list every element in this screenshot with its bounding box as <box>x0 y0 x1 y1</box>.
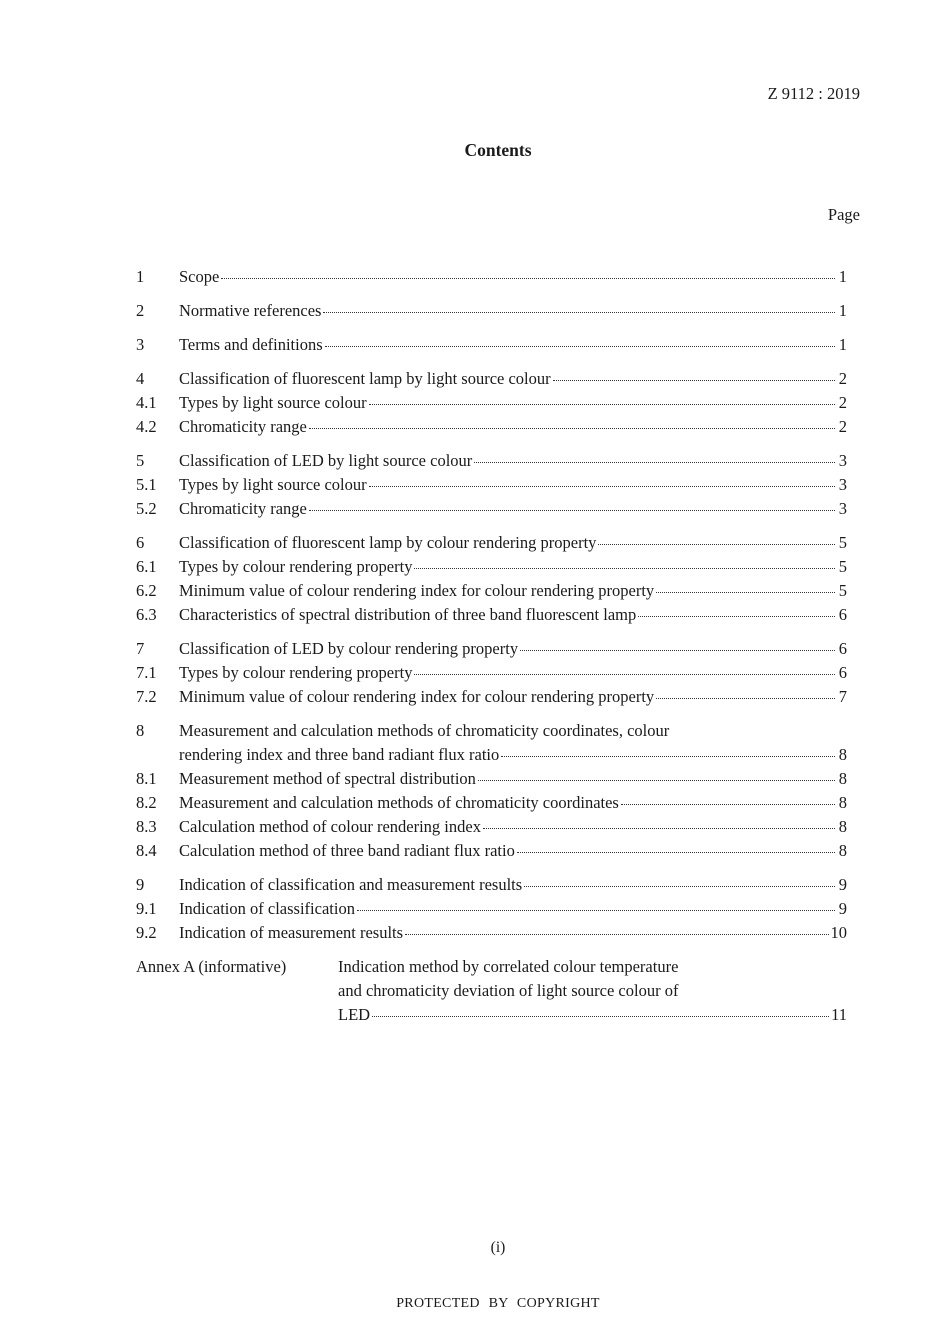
toc-page-number: 5 <box>838 533 847 552</box>
toc-section-number: 2 <box>136 301 145 320</box>
toc-entry-title: Types by light source colour <box>179 475 367 494</box>
toc-entry[interactable] <box>136 719 847 743</box>
toc-page-number: 3 <box>838 499 847 518</box>
toc-entry-title: Calculation method of three band radiant flux ratio <box>179 841 515 860</box>
toc-page-number: 1 <box>838 301 847 320</box>
toc-entry-title: Scope <box>179 267 220 286</box>
toc-page-number: 6 <box>838 605 847 624</box>
toc-entry-title: Calculation method of colour rendering index <box>179 817 481 836</box>
toc-section-number: 4.1 <box>136 393 157 412</box>
toc-entry[interactable] <box>136 333 847 357</box>
toc-section-number: 7.1 <box>136 663 157 682</box>
toc-entry-title: Minimum value of colour rendering index for colour rendering property <box>179 581 655 600</box>
toc-entry-title: Indication of measurement results <box>179 923 404 942</box>
toc-entry-title: Types by colour rendering property <box>179 663 413 682</box>
toc-section-number: 5.1 <box>136 475 157 494</box>
toc-section-number: 5 <box>136 451 145 470</box>
toc-entry[interactable] <box>136 873 847 897</box>
toc-section-number: 8 <box>136 721 145 740</box>
toc-entry-title: Measurement and calculation methods of chromaticity coordinates <box>179 793 619 812</box>
toc-page-number: 5 <box>838 557 847 576</box>
toc-group <box>136 299 847 323</box>
dot-leader <box>414 672 835 675</box>
dot-leader <box>656 696 835 699</box>
toc-entry-title: Types by light source colour <box>179 393 367 412</box>
toc-page-number: 8 <box>838 841 847 860</box>
toc-group <box>136 333 847 357</box>
dot-leader <box>517 850 835 853</box>
toc-entry-title: Indication of classification <box>179 899 355 918</box>
toc-entry-title: Types by colour rendering property <box>179 557 413 576</box>
toc-entry[interactable] <box>136 603 847 627</box>
toc-entry[interactable] <box>136 473 847 497</box>
toc-entry-title: Characteristics of spectral distribution of three band fluorescent lamp <box>179 605 637 624</box>
dot-leader <box>369 484 835 487</box>
toc-section-number: 8.2 <box>136 793 157 812</box>
toc-page-number: 8 <box>838 793 847 812</box>
toc-entry[interactable] <box>136 497 847 521</box>
toc-entry-title: rendering index and three band radiant flux ratio <box>179 745 500 764</box>
dot-leader <box>372 1014 829 1017</box>
toc-entry[interactable] <box>136 897 847 921</box>
toc-section-number: 7.2 <box>136 687 157 706</box>
toc-group <box>136 449 847 521</box>
footer-page-number: (i) <box>490 1239 506 1256</box>
toc-section-number: 9 <box>136 875 145 894</box>
toc-entry-title: Classification of fluorescent lamp by colour rendering property <box>179 533 597 552</box>
dot-leader <box>520 648 835 651</box>
toc-group <box>136 265 847 289</box>
toc-page-number: 6 <box>838 663 847 682</box>
annex-label: Annex A (informative) <box>136 957 287 976</box>
toc-section-number: 6.3 <box>136 605 157 624</box>
toc-entry-title: Terms and definitions <box>179 335 323 354</box>
dot-leader <box>483 826 835 829</box>
document-id: Z 9112 : 2019 <box>767 84 860 103</box>
toc-page-number: 2 <box>838 417 847 436</box>
toc-section-number: 8.1 <box>136 769 157 788</box>
toc-entry-title: Measurement and calculation methods of chromaticity coordinates, colour <box>179 721 670 740</box>
toc-section-number: 6.2 <box>136 581 157 600</box>
toc-entry[interactable] <box>136 791 847 815</box>
toc-page-number: 6 <box>838 639 847 658</box>
toc-section-number: 6.1 <box>136 557 157 576</box>
toc-group <box>136 367 847 439</box>
dot-leader <box>405 932 828 935</box>
toc-entry-title: Measurement method of spectral distribution <box>179 769 476 788</box>
toc-entry[interactable] <box>136 767 847 791</box>
annex-title <box>338 955 847 1027</box>
toc-section-number: 5.2 <box>136 499 157 518</box>
toc-page-number: 1 <box>838 267 847 286</box>
toc-entry-title: Chromaticity range <box>179 417 307 436</box>
toc-page-number: 8 <box>838 817 847 836</box>
toc-entry-title: Classification of LED by light source colour <box>179 451 473 470</box>
toc-entry[interactable] <box>136 367 847 391</box>
toc-section-number: 4.2 <box>136 417 157 436</box>
toc-group <box>136 637 847 709</box>
toc-entry[interactable] <box>136 685 847 709</box>
toc-page-number: 3 <box>838 451 847 470</box>
toc-entry[interactable] <box>136 637 847 661</box>
table-of-contents <box>136 265 847 1027</box>
toc-entry[interactable] <box>136 839 847 863</box>
toc-page-number: 11 <box>831 1005 847 1024</box>
toc-entry[interactable] <box>136 579 847 603</box>
toc-entry[interactable] <box>136 555 847 579</box>
annex-line: and chromaticity deviation of light source colour of <box>338 981 679 1000</box>
dot-leader <box>323 310 835 313</box>
dot-leader <box>478 778 835 781</box>
dot-leader <box>369 402 835 405</box>
toc-entry-title: Minimum value of colour rendering index for colour rendering property <box>179 687 655 706</box>
toc-page-number: 8 <box>838 745 847 764</box>
dot-leader <box>325 344 835 347</box>
toc-entry[interactable] <box>136 921 847 945</box>
toc-entry[interactable] <box>136 415 847 439</box>
dot-leader <box>553 378 835 381</box>
toc-entry-title: Indication of classification and measurement results <box>179 875 523 894</box>
annex-entry[interactable] <box>136 955 847 1027</box>
toc-page-number: 9 <box>838 875 847 894</box>
toc-entry[interactable] <box>136 661 847 685</box>
page-column-label: Page <box>827 205 860 224</box>
dot-leader <box>221 276 835 279</box>
toc-entry[interactable] <box>136 299 847 323</box>
copyright-notice: PROTECTED BY COPYRIGHT <box>396 1296 600 1311</box>
toc-entry[interactable] <box>136 815 847 839</box>
dot-leader <box>638 614 835 617</box>
toc-section-number: 8.4 <box>136 841 157 860</box>
dot-leader <box>501 754 835 757</box>
toc-entry-title: Classification of fluorescent lamp by light source colour <box>179 369 551 388</box>
toc-page-number: 2 <box>838 369 847 388</box>
toc-entry[interactable] <box>136 743 847 767</box>
dot-leader <box>598 542 835 545</box>
dot-leader <box>524 884 835 887</box>
toc-page-number: 3 <box>838 475 847 494</box>
toc-section-number: 7 <box>136 639 145 658</box>
dot-leader <box>621 802 835 805</box>
dot-leader <box>414 566 835 569</box>
toc-entry-title: Classification of LED by colour rendering property <box>179 639 519 658</box>
dot-leader <box>309 426 835 429</box>
toc-groups <box>136 265 847 945</box>
toc-section-number: 1 <box>136 267 145 286</box>
dot-leader <box>357 908 835 911</box>
dot-leader <box>474 460 835 463</box>
annex-line: LED 11 <box>338 1003 847 1027</box>
toc-section-number: 4 <box>136 369 145 388</box>
toc-entry-title: Normative references <box>179 301 322 320</box>
toc-entry[interactable] <box>136 531 847 555</box>
toc-group <box>136 531 847 627</box>
toc-entry[interactable] <box>136 265 847 289</box>
toc-section-number: 9.2 <box>136 923 157 942</box>
toc-page-number: 5 <box>838 581 847 600</box>
toc-page-number: 2 <box>838 393 847 412</box>
toc-entry-title: Chromaticity range <box>179 499 307 518</box>
toc-section-number: 9.1 <box>136 899 157 918</box>
toc-section-number: 3 <box>136 335 145 354</box>
dot-leader <box>309 508 835 511</box>
toc-page-number: 10 <box>830 923 847 942</box>
toc-page-number: 8 <box>838 769 847 788</box>
toc-page-number: 1 <box>838 335 847 354</box>
toc-entry[interactable] <box>136 449 847 473</box>
dot-leader <box>656 590 835 593</box>
toc-page-number: 7 <box>838 687 847 706</box>
toc-section-number: 6 <box>136 533 145 552</box>
toc-section-number: 8.3 <box>136 817 157 836</box>
toc-group <box>136 719 847 863</box>
annex-line: Indication method by correlated colour temperature <box>338 957 679 976</box>
page-title: Contents <box>464 140 532 160</box>
toc-group <box>136 873 847 945</box>
toc-page-number: 9 <box>838 899 847 918</box>
toc-entry[interactable] <box>136 391 847 415</box>
